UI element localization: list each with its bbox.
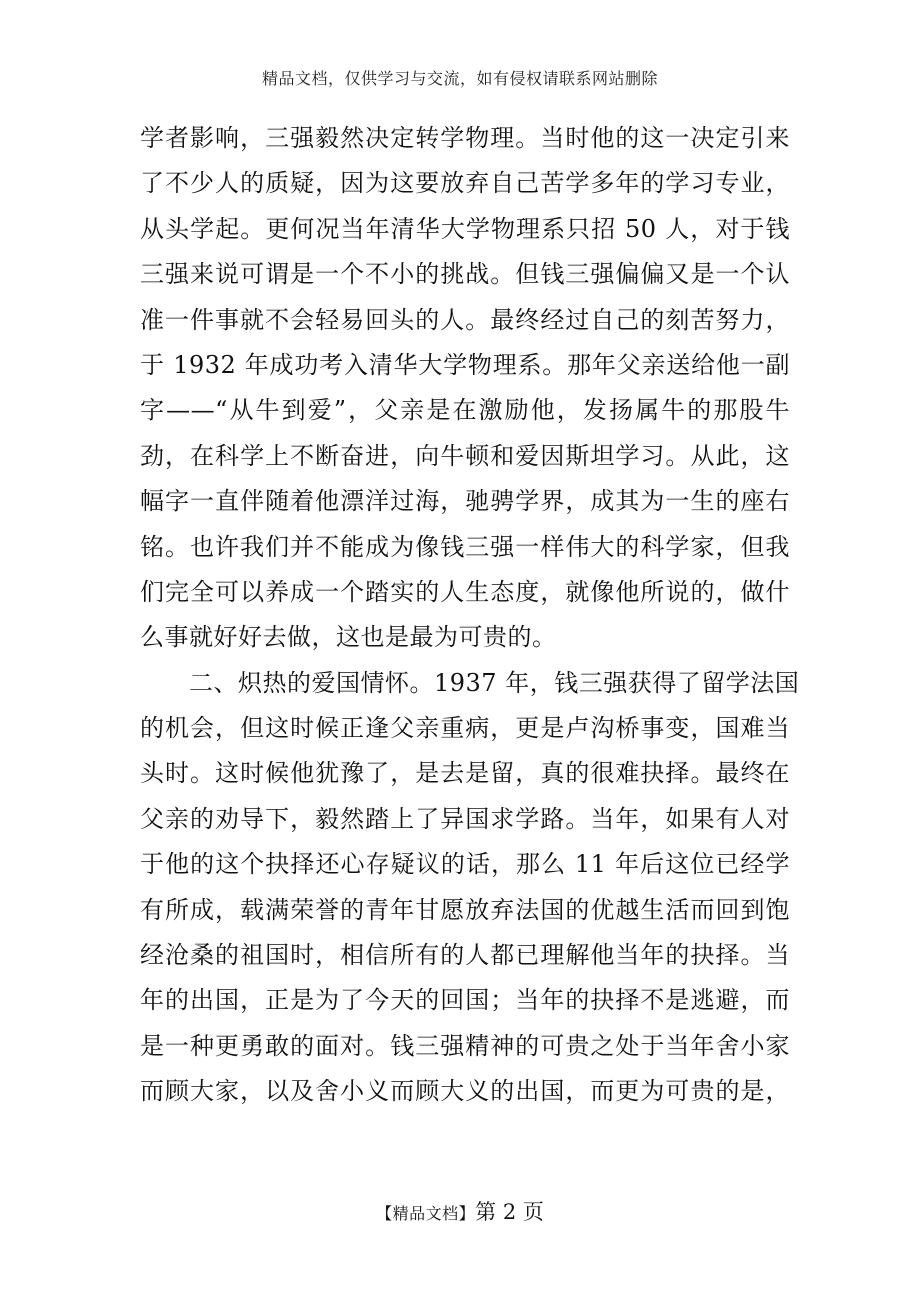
text-line: 铭。也许我们并不能成为像钱三强一样伟大的科学家，但我 <box>140 532 790 561</box>
text-line: 的机会，但这时候正逢父亲重病，更是卢沟桥事变，国难当 <box>140 714 790 743</box>
text-line: 而顾大家，以及舍小义而顾大义的出国，而更为可贵的是， <box>140 1077 790 1106</box>
page-footer <box>0 1196 920 1226</box>
text-line: 从头学起。更何况当年清华大学物理系只招 50 人，对于钱 <box>140 214 790 243</box>
page-number: 第 2 页 <box>475 1200 544 1224</box>
paragraph-patriotism <box>140 661 800 1115</box>
text-line: 三强来说可谓是一个不小的挑战。但钱三强偏偏又是一个认 <box>140 260 790 289</box>
text-line: 有所成，载满荣誉的青年甘愿放弃法国的优越生活而回到饱 <box>140 895 790 924</box>
document-body <box>140 116 800 1115</box>
text-line: 字——“从牛到爱”，父亲是在激励他，发扬属牛的那股牛 <box>140 396 790 425</box>
text-line: 劲，在科学上不断奋进，向牛顿和爱因斯坦学习。从此，这 <box>140 441 790 470</box>
text-line: 准一件事就不会轻易回头的人。最终经过自己的刻苦努力， <box>140 305 790 334</box>
text-line: 幅字一直伴随着他漂洋过海，驰骋学界，成其为一生的座右 <box>140 487 790 516</box>
text-line: 了不少人的质疑，因为这要放弃自己苦学多年的学习专业， <box>140 169 790 198</box>
text-line: 于他的这个抉择还心存疑议的话，那么 11 年后这位已经学 <box>140 850 790 879</box>
text-line: 学者影响，三强毅然决定转学物理。当时他的这一决定引来 <box>140 124 790 152</box>
text-line: 们完全可以养成一个踏实的人生态度，就像他所说的，做什 <box>140 577 790 606</box>
footer-tag: 【精品文档】 <box>376 1204 476 1223</box>
page-header-notice: 精品文档，仅供学习与交流，如有侵权请联系网站删除 <box>261 69 658 88</box>
text-line: 经沧桑的祖国时，相信所有的人都已理解他当年的抉择。当 <box>140 941 790 970</box>
text-line: 头时。这时候他犹豫了，是去是留，真的很难抉择。最终在 <box>140 759 790 788</box>
text-line: 年的出国，正是为了今天的回国；当年的抉择不是逃避，而 <box>140 986 790 1015</box>
text-line: 是一种更勇敢的面对。钱三强精神的可贵之处于当年舍小家 <box>140 1031 790 1060</box>
text-line: 二、炽热的爱国情怀。1937 年，钱三强获得了留学法国 <box>140 668 800 697</box>
text-line: 于 1932 年成功考入清华大学物理系。那年父亲送给他一副 <box>140 350 790 379</box>
text-line: 么事就好好去做，这也是最为可贵的。 <box>140 623 557 652</box>
paragraph-continuation <box>140 116 790 661</box>
text-line: 父亲的劝导下，毅然踏上了异国求学路。当年，如果有人对 <box>140 804 790 833</box>
